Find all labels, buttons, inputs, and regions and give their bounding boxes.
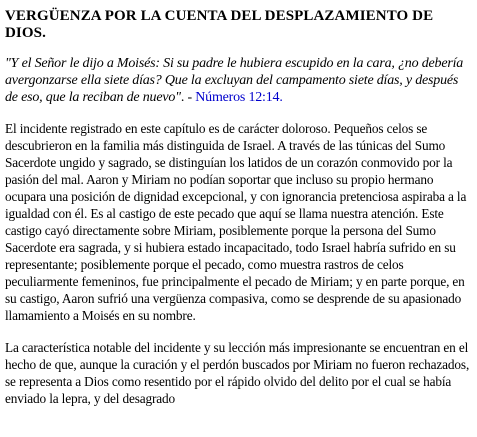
chapter-title: VERGÜENZA POR LA CUENTA DEL DESPLAZAMIENTO DE DIOS. <box>5 8 434 41</box>
epigraph <box>5 55 473 106</box>
paragraph-2: La característica notable del incidente y su lección más impresionante se encuentran en el hecho de que, aunque la curación y el perdón buscados por Miriam no fueron rechazados, se representa a Dios como resentido por el rápido olvido del delito por el cual se había enviado la lepra, y del desagrado <box>5 340 470 406</box>
epigraph-separator: . - <box>180 90 196 105</box>
document-page <box>5 0 473 407</box>
epigraph-quote: "Y el Señor le dijo a Moisés: Si su padre le hubiera escupido en la cara, ¿no debería avergonzarse ella siete días? Que la excluyan del campamento siete días, y después de eso, que la reciban de nuevo" <box>5 56 464 105</box>
scripture-reference: Números 12:14. <box>195 90 283 105</box>
paragraph-1: El incidente registrado en este capítulo es de carácter doloroso. Pequeños celos se descubrieron en la familia más distinguida de Israel. A través de las túnicas del Sumo Sacerdote ungido y sagrado, se distinguían los latidos de un corazón conmovido por la pasión del mal. Aaron y Miriam no podían soportar que incluso su propio hermano ocupara una posición de dignidad excepcional, y con ignorancia pretenciosa aspiraba a la igualdad con él. Es al castigo de este pecado que aquí se llama nuestra atención. Este castigo cayó directamente sobre Miriam, posiblemente porque la persona del Sumo Sacerdote era sagrada, y si hubiera estado incapacitado, todo Israel habría sufrido en su representante; posiblemente porque el pecado, como muestra rastros de celos peculiarmente femeninos, fue principalmente el pecado de Miriam; y en parte porque, en su castigo, Aaron sufrió una vergüenza compasiva, como se desprende de su apasionado llamamiento a Moisés en su nombre. <box>5 121 467 323</box>
